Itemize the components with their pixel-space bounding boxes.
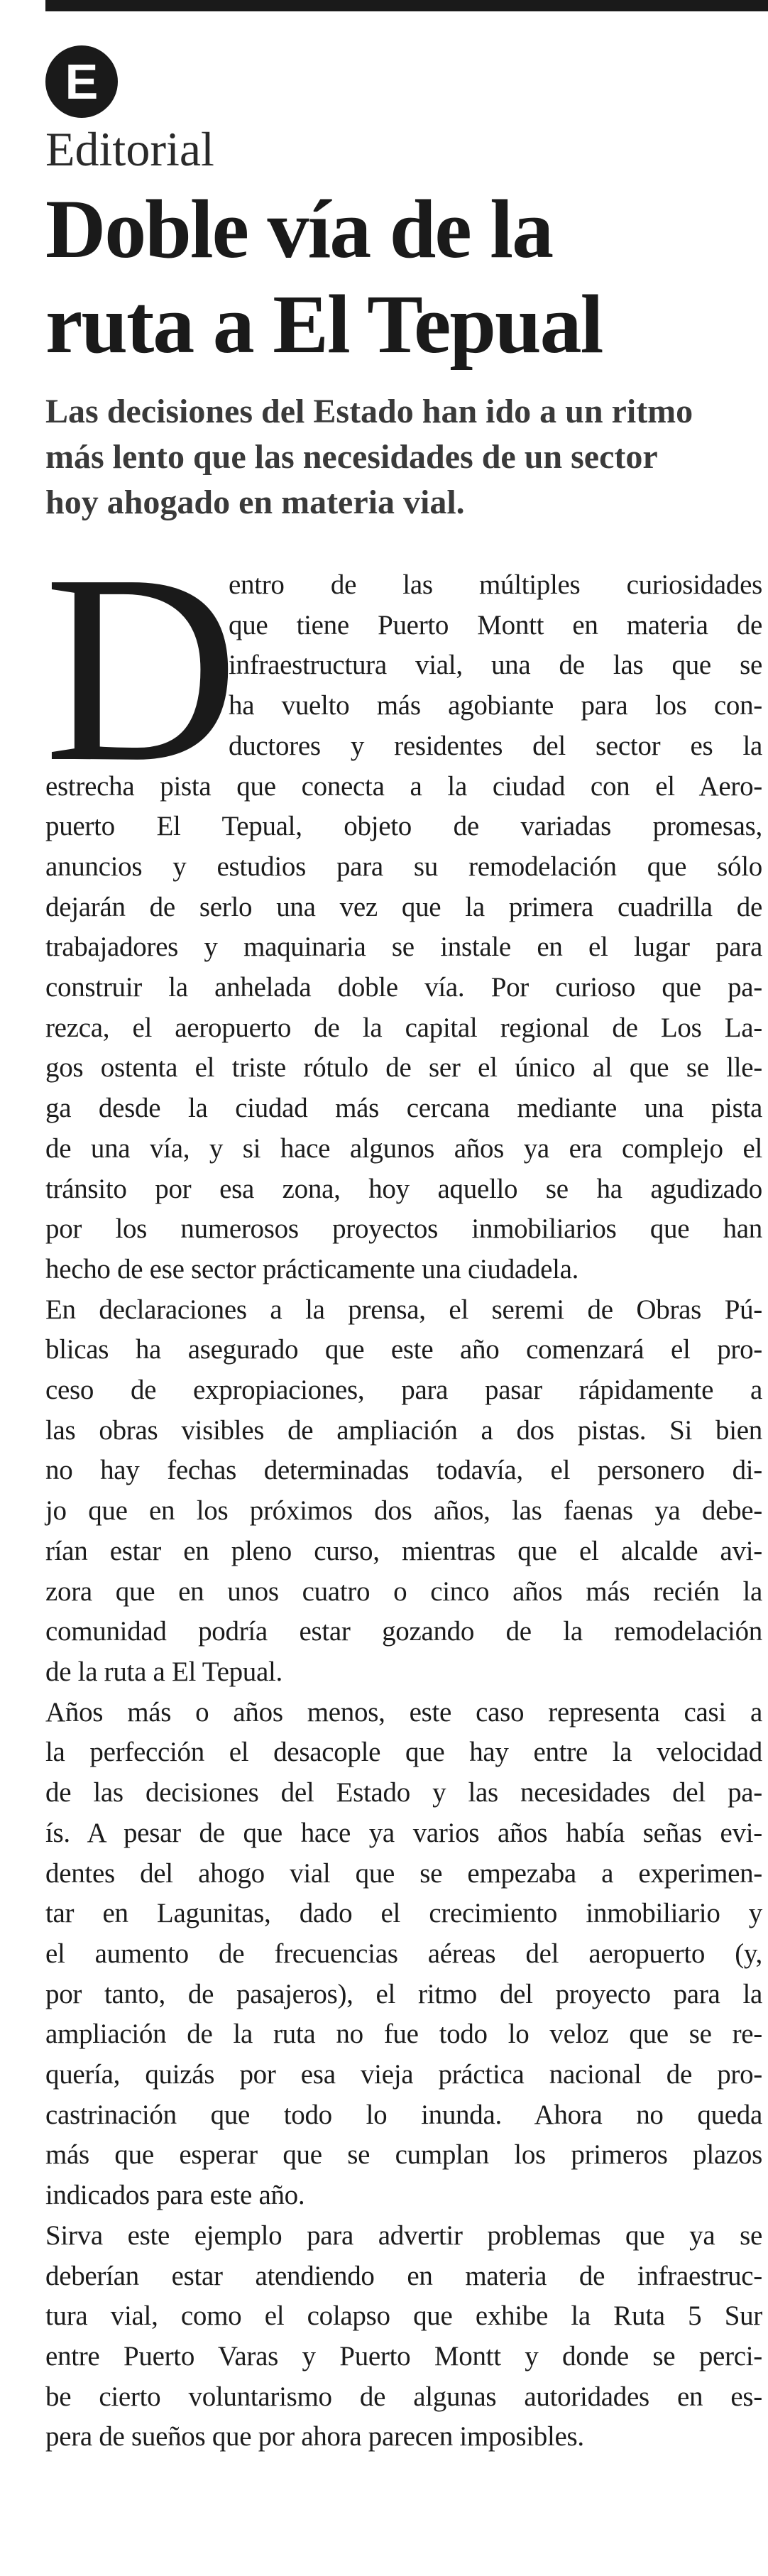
body-line: entro de las múltiples curiosidades [229,569,762,600]
body-line: entre Puerto Varas y Puerto Montt y donde se perci- [45,2340,762,2372]
body-line: indicados para este año. [45,2180,305,2211]
body-line: deberían estar atendiendo en materia de infraestruc- [45,2260,762,2291]
body-line: ga desde la ciudad más cercana mediante una pista [45,1093,762,1124]
body-line: castrinación que todo lo inunda. Ahora no queda [45,2099,762,2130]
drop-cap: D [44,519,239,818]
body-line: pera de sueños que por ahora parecen imposibles. [45,2421,584,2452]
body-line: puerto El Tepual, objeto de variadas promesas, [45,811,762,842]
body-line: trabajadores y maquinaria se instale en el lugar para [45,932,762,963]
body-line: Sirva este ejemplo para advertir problemas que ya se [45,2220,762,2251]
body-line: ís. A pesar de que hace ya varios años había señas evi- [45,1817,762,1848]
headline-line: ruta a El Tepual [45,278,603,371]
body-line: Años más o años menos, este caso representa casi a [45,1696,762,1728]
body-line: infraestructura vial, una de las que se [229,650,762,681]
headline [45,182,762,372]
article-body [45,565,762,2457]
body-line: quería, quizás por esa vieja práctica nacional de pro- [45,2059,762,2090]
lead-line: Las decisiones del Estado han ido a un ritmo [45,393,693,430]
body-line: jo que en los próximos dos años, las faenas ya debe- [45,1495,762,1527]
body-line: rían estar en pleno curso, mientras que el alcalde avi- [45,1535,762,1566]
body-line: ceso de expropiaciones, para pasar rápidamente a [45,1375,762,1406]
body-line: la perfección el desacople que hay entre la velocidad [45,1737,762,1768]
body-line: tránsito por esa zona, hoy aquello se ha agudizado [45,1173,762,1204]
body-line: ductores y residentes del sector es la [229,730,762,761]
body-line: las obras visibles de ampliación a dos pistas. Si bien [45,1414,762,1446]
body-line: dentes del ahogo vial que se empezaba a experimen- [45,1857,762,1889]
body-line: be cierto voluntarismo de algunas autoridades en es- [45,2381,762,2412]
body-line: de la ruta a El Tepual. [45,1656,283,1687]
body-line: comunidad podría estar gozando de la remodelación [45,1616,762,1647]
body-line: no hay fechas determinadas todavía, el personero di- [45,1455,762,1486]
body-line: más que esperar que se cumplan los primeros plazos [45,2139,762,2171]
editorial-badge: E [45,45,118,118]
body-line: ha vuelto más agobiante para los con- [229,690,762,721]
body-line: el aumento de frecuencias aéreas del aeropuerto (y, [45,1938,762,1969]
body-line: por tanto, de pasajeros), el ritmo del proyecto para la [45,1978,762,2009]
top-rule [45,0,768,11]
lead-line: más lento que las necesidades de un sector [45,438,658,476]
body-line: de las decisiones del Estado y las necesidades del pa- [45,1777,762,1808]
body-line: de una vía, y si hace algunos años ya era complejo el [45,1133,762,1164]
body-line: construir la anhelada doble vía. Por curioso que pa- [45,972,762,1003]
body-line: estrecha pista que conecta a la ciudad con el Aero- [45,770,762,802]
lead-paragraph [45,389,762,525]
body-line: rezca, el aeropuerto de la capital regional de Los La- [45,1012,762,1043]
body-line: blicas ha asegurado que este año comenzará el pro- [45,1334,762,1365]
body-line: En declaraciones a la prensa, el seremi de Obras Pú- [45,1294,762,1325]
lead-line: hoy ahogado en materia vial. [45,484,465,521]
body-line: por los numerosos proyectos inmobiliarios que han [45,1213,762,1245]
body-line: tura vial, como el colapso que exhibe la Ruta 5 Sur [45,2301,762,2332]
body-line: ampliación de la ruta no fue todo lo veloz que se re- [45,2019,762,2050]
body-line: zora que en unos cuatro o cinco años más recién la [45,1576,762,1607]
section-label: Editorial [45,122,214,176]
body-line: hecho de ese sector prácticamente una ciudadela. [45,1253,579,1284]
headline-line: Doble vía de la [45,182,553,275]
body-line: gos ostenta el triste rótulo de ser el único al que se lle- [45,1052,762,1084]
body-line: tar en Lagunitas, dado el crecimiento inmobiliario y [45,1898,762,1929]
body-line: que tiene Puerto Montt en materia de [229,609,762,640]
body-line: dejarán de serlo una vez que la primera cuadrilla de [45,891,762,922]
body-line: anuncios y estudios para su remodelación que sólo [45,851,762,882]
